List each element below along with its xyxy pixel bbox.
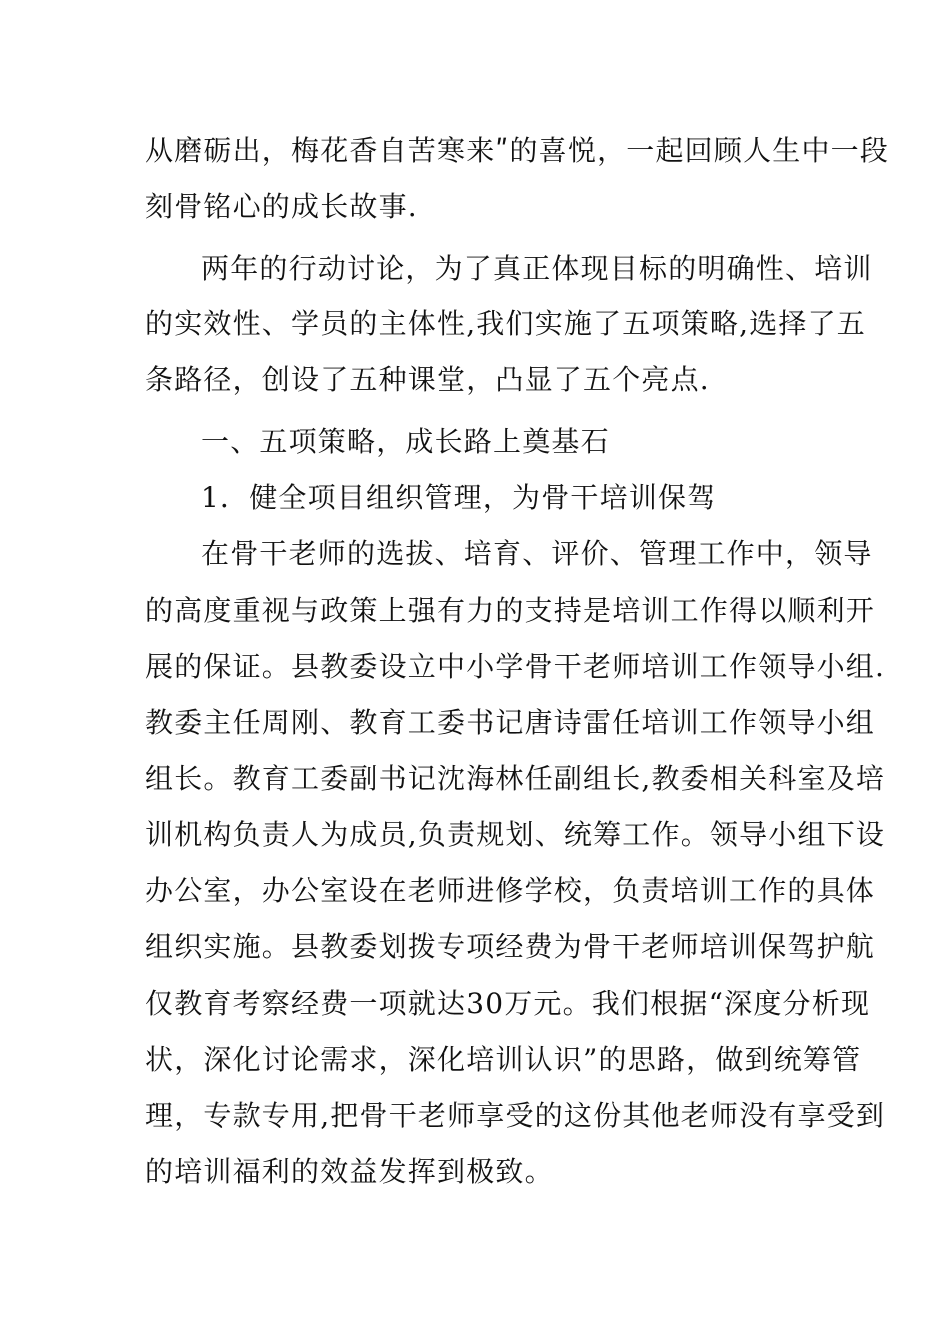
subsection-heading: 1．健全项目组织管理，为骨干培训保驾 [201, 481, 717, 514]
text-line: 的培训福利的效益发挥到极致。 [145, 1155, 554, 1188]
text-line: 仅教育考察经费一项就达30万元。我们根据“深度分析现 [145, 987, 871, 1020]
text-line: 理，专款专用,把骨干老师享受的这份其他老师没有享受到 [145, 1099, 886, 1132]
text-line: 组织实施。县教委划拨专项经费为骨干老师培训保驾护航 [145, 930, 876, 963]
text-line: 状，深化讨论需求，深化培训认识”的思路，做到统筹管 [145, 1043, 862, 1076]
text-line: 从磨砺出，梅花香自苦寒来ʺ的喜悦，一起回顾人生中一段 [145, 134, 890, 167]
text-line: 办公室，办公室设在老师进修学校，负责培训工作的具体 [145, 874, 876, 907]
text-line: 展的保证。县教委设立中小学骨干老师培训工作领导小组. [145, 650, 886, 683]
paragraph-first-line: 在骨干老师的选拔、培育、评价、管理工作中，领导 [201, 537, 873, 570]
section-heading: 一、五项策略，成长路上奠基石 [201, 425, 610, 458]
text-line: 组长。教育工委副书记沈海林任副组长,教委相关科室及培 [145, 762, 886, 795]
text-line: 条路径，创设了五种课堂，凸显了五个亮点. [145, 363, 710, 396]
text-line: 教委主任周刚、教育工委书记唐诗雷任培训工作领导小组 [145, 706, 876, 739]
text-line: 刻骨铭心的成长故事. [145, 190, 418, 223]
paragraph-first-line: 两年的行动讨论，为了真正体现目标的明确性、培训 [201, 252, 873, 285]
text-line: 的实效性、学员的主体性,我们实施了五项策略,选择了五 [145, 307, 867, 340]
text-line: 训机构负责人为成员,负责规划、统筹工作。领导小组下设 [145, 818, 886, 851]
text-line: 的高度重视与政策上强有力的支持是培训工作得以顺利开 [145, 594, 876, 627]
